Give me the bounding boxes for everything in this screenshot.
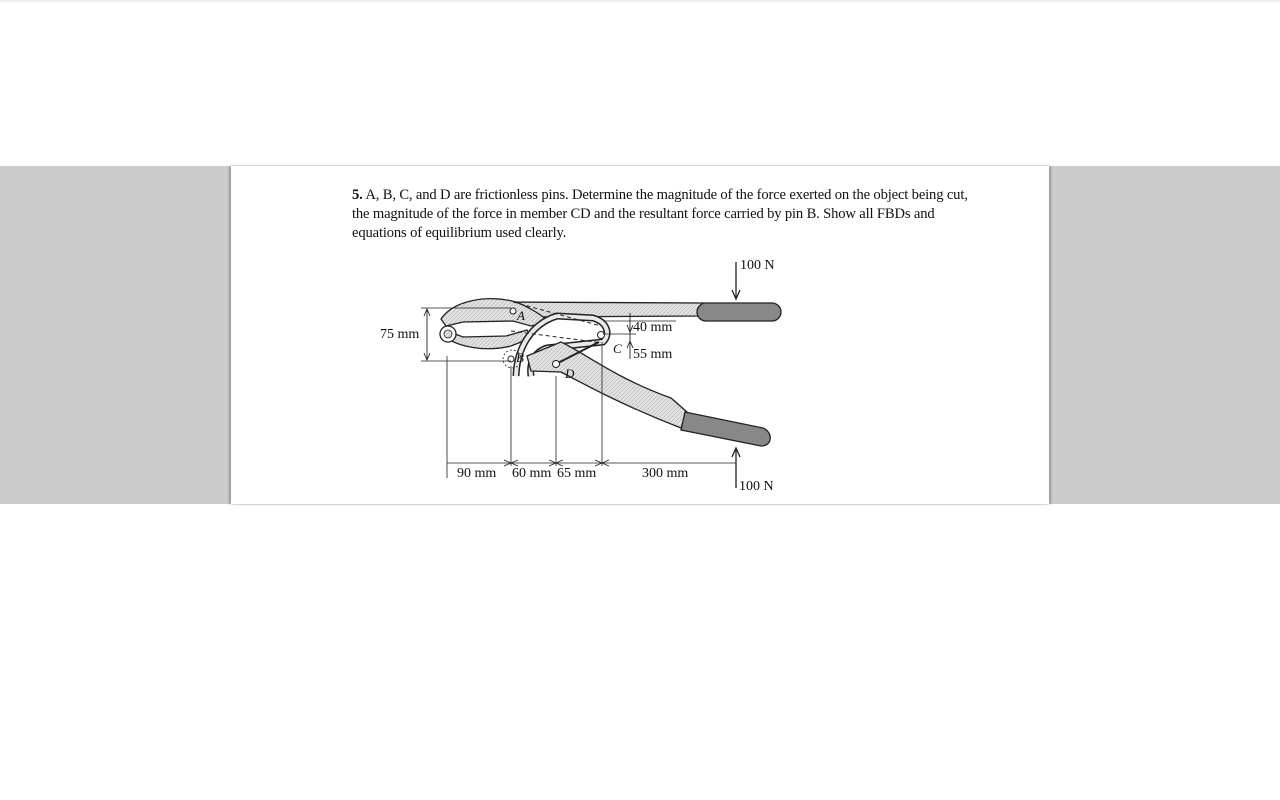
dim-65-label: 65 mm: [557, 466, 597, 481]
problem-statement: [352, 186, 972, 243]
problem-number: 5.: [352, 187, 363, 203]
dim-60-label: 60 mm: [512, 466, 552, 481]
pin-d: [553, 361, 560, 368]
document-page[interactable]: [231, 166, 1049, 504]
dim-90-label: 90 mm: [457, 466, 497, 481]
pin-label-b: B: [516, 350, 524, 365]
lower-grip: [681, 412, 770, 446]
dim-75-label: 75 mm: [380, 327, 420, 342]
pin-c: [598, 332, 605, 339]
force-bottom-label: 100 N: [739, 479, 774, 494]
pin-label-d: D: [565, 366, 575, 381]
dim-300-label: 300 mm: [642, 466, 689, 481]
pliers-figure: [361, 250, 801, 504]
dim-40-label: 40 mm: [633, 320, 673, 335]
problem-text: A, B, C, and D are frictionless pins. Determine the magnitude of the force exerted on the object being cut, the magnitude of the force in member CD and the resultant force carried by pin B. Show all FBDs and equations of equilibrium used clearly.: [352, 187, 968, 241]
force-top-label: 100 N: [740, 258, 775, 273]
pin-label-c: C: [613, 341, 622, 356]
upper-grip: [697, 303, 781, 321]
pin-label-a: A: [517, 308, 525, 323]
pin-a: [510, 308, 516, 314]
top-edge-line: [0, 0, 1280, 2]
dim-55-label: 55 mm: [633, 347, 673, 362]
